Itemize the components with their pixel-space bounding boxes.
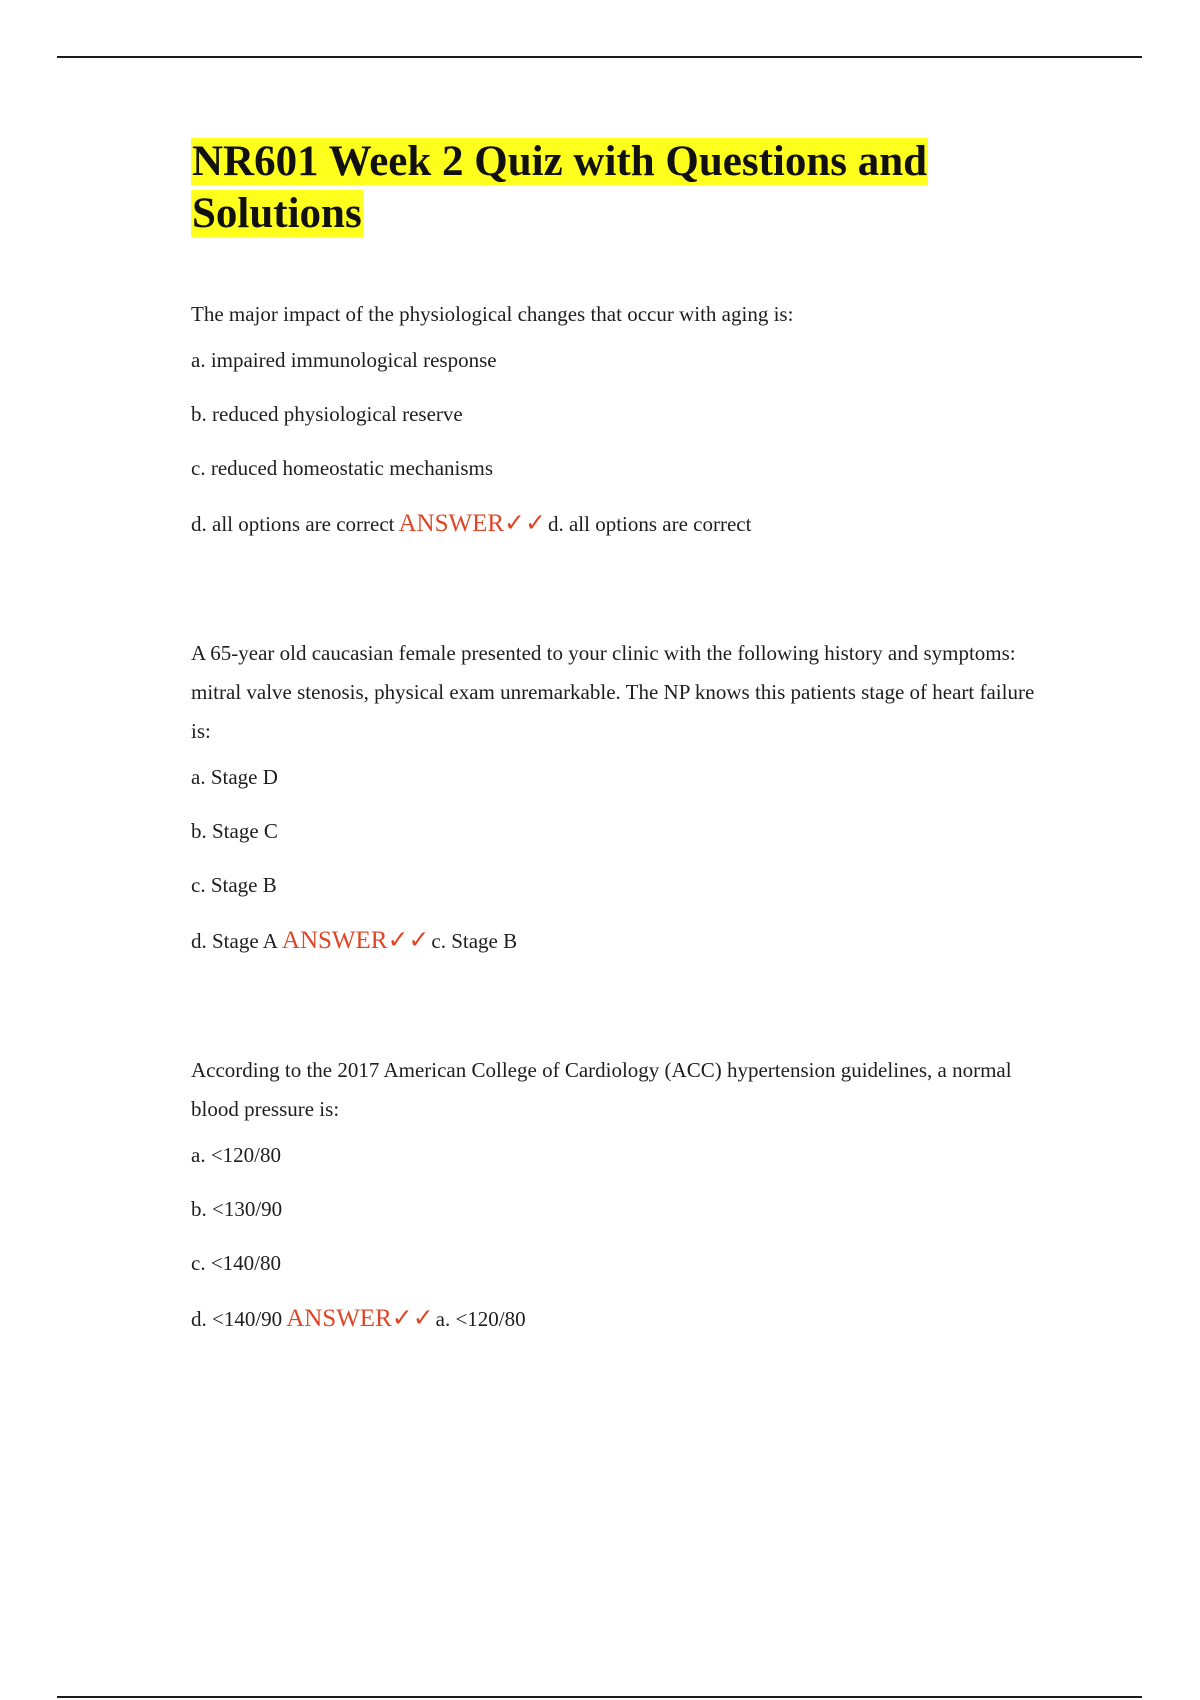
title-line-1: NR601 Week 2 Quiz with Questions and	[192, 138, 928, 185]
answer-value: a. <120/80	[435, 1307, 526, 1331]
option-c: c. reduced homeostatic mechanisms	[191, 456, 494, 480]
option-d: d. all options are correct	[191, 512, 395, 536]
option-a: a. impaired immunological response	[191, 348, 497, 372]
option-c: c. Stage B	[191, 873, 277, 897]
bottom-rule	[57, 1696, 1142, 1698]
question-text: A 65-year old caucasian female presented to your clinic with the following history and symptoms: mitral valve stenosis, physical exam unremarkable. The NP knows this patients stage of heart failure is:	[191, 641, 1035, 743]
question-text: The major impact of the physiological changes that occur with aging is:	[191, 302, 794, 326]
document-title	[191, 136, 1051, 240]
option-d-with-answer	[191, 510, 1051, 538]
option-b: b. Stage C	[191, 819, 278, 843]
option-d-with-answer	[191, 1305, 1051, 1333]
title-line-2: Solutions	[192, 190, 362, 237]
question-2	[191, 634, 1051, 955]
question-text: According to the 2017 American College of Cardiology (ACC) hypertension guidelines, a normal blood pressure is:	[191, 1058, 1012, 1121]
top-rule	[57, 56, 1142, 58]
option-b: b. reduced physiological reserve	[191, 402, 463, 426]
question-1	[191, 295, 1051, 538]
question-3	[191, 1051, 1051, 1333]
answer-label: ANSWER✓✓	[286, 1305, 434, 1332]
option-c: c. <140/80	[191, 1251, 281, 1275]
option-a: a. Stage D	[191, 765, 278, 789]
option-d: d. Stage A	[191, 929, 278, 953]
option-d-with-answer	[191, 927, 1051, 955]
document-body	[191, 136, 1051, 1333]
answer-value: d. all options are correct	[547, 512, 752, 536]
option-a: a. <120/80	[191, 1143, 281, 1167]
answer-label: ANSWER✓✓	[398, 510, 546, 537]
option-d: d. <140/90	[191, 1307, 283, 1331]
answer-value: c. Stage B	[431, 929, 518, 953]
option-b: b. <130/90	[191, 1197, 283, 1221]
answer-label: ANSWER✓✓	[281, 927, 430, 954]
